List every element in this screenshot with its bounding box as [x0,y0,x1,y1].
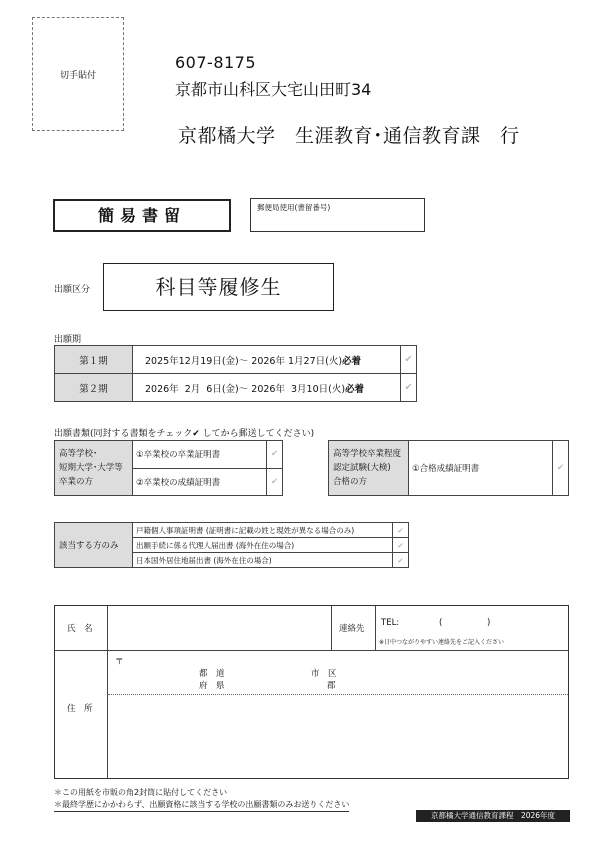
period-row [55,374,417,402]
city-line-1: 市 区 [311,669,337,679]
category-label: 出願区分 [54,285,91,295]
stamp-label: 切手貼付 [59,71,96,81]
doc-item: ②卒業校の成績証明書 [133,468,267,496]
doc-checkbox[interactable]: ✔ [393,538,409,553]
tel-note: ※日中つながりやすい連絡先をご記入ください [379,639,505,646]
period-name: 第２期 [55,374,133,402]
doc-checkbox[interactable]: ✔ [267,468,283,496]
docs-b-label-line: 高等学校卒業程度 [333,449,402,459]
address-field[interactable] [109,652,567,778]
pref-line-1: 都 道 [199,669,225,679]
category-value: 科目等履修生 [103,263,334,311]
tel-field[interactable] [407,610,565,632]
period-name: 第１期 [55,346,133,374]
docs-c-label: 該当する方のみ [55,523,133,568]
doc-checkbox[interactable]: ✔ [553,441,569,496]
doc-checkbox[interactable]: ✔ [267,441,283,469]
divider [331,606,332,650]
docs-table-a [54,440,283,496]
contact-label: 連絡先 [339,624,365,634]
recipient: 京都橘大学 生涯教育･通信教育課 行 [178,125,520,147]
period-checkbox[interactable]: ✔ [401,346,417,374]
period-date-range: 2026年 2月 6日(金)〜 2026年 3月10日(火) [145,383,346,395]
divider [55,650,568,651]
docs-table-b [328,440,569,496]
tel-paren-close: ) [487,618,491,628]
post-office-label: 郵便局使用(書留番号) [257,203,331,212]
period-row [55,346,417,374]
must-arrive: 必着 [345,383,365,395]
period-dates [133,374,401,402]
docs-a-label [55,441,133,496]
doc-item: ①合格成績証明書 [409,441,553,496]
street-address: 京都市山科区大宅山田町34 [175,80,372,99]
divider [107,606,108,779]
note-2: ＊最終学歴にかかわらず、出願資格に該当する学校の出願書類のみお送りください [54,799,349,812]
doc-item: ①卒業校の卒業証明書 [133,441,267,469]
docs-table-c [54,522,409,568]
docs-a-label-line: 卒業の方 [59,477,94,487]
period-dates [133,346,401,374]
note-1: ＊この用紙を市販の角2封筒に貼付してください [54,788,228,797]
tel-paren-open: ( [439,618,443,628]
address-label: 住 所 [67,704,93,714]
docs-a-label-line: 短期大学･大学等 [59,463,123,473]
tel-label: TEL: [381,618,400,628]
period-date-range: 2025年12月19日(金)〜 2026年 1月27日(火) [145,355,343,367]
pref-line-2: 府 県 [199,681,225,691]
doc-checkbox[interactable]: ✔ [393,523,409,538]
doc-item: 日本国外居住地届出書 (海外在住の場合) [133,553,393,568]
divider [375,606,376,650]
stamp-area [32,17,124,131]
docs-b-label-line: 認定試験(大検) [333,463,391,473]
zip-code: 607-8175 [175,53,257,72]
doc-item: 戸籍個人事項証明書 (証明書に記載の姓と現姓が異なる場合のみ) [133,523,393,538]
post-office-box[interactable] [250,198,425,232]
period-checkbox[interactable]: ✔ [401,374,417,402]
applicant-form [54,605,569,779]
docs-b-label [329,441,409,496]
must-arrive: 必着 [342,355,362,367]
documents-heading: 出願書類(同封する書類をチェック✔ してから郵送してください) [54,429,315,439]
period-table [54,345,417,402]
docs-a-label-line: 高等学校･ [59,449,98,459]
name-field[interactable] [109,608,330,648]
doc-checkbox[interactable]: ✔ [393,553,409,568]
name-label: 氏 名 [67,624,93,634]
city-line-2: 郡 [327,681,336,691]
footer-bar: 京都橘大学通信教育課程 2026年度 [416,810,570,822]
doc-item: 出願手続に係る代理人届出書 (海外在住の場合) [133,538,393,553]
mail-type-box: 簡易書留 [53,199,231,232]
postal-mark: 〒 [115,657,124,667]
period-label: 出願期 [54,335,82,345]
docs-b-label-line: 合格の方 [333,477,368,487]
